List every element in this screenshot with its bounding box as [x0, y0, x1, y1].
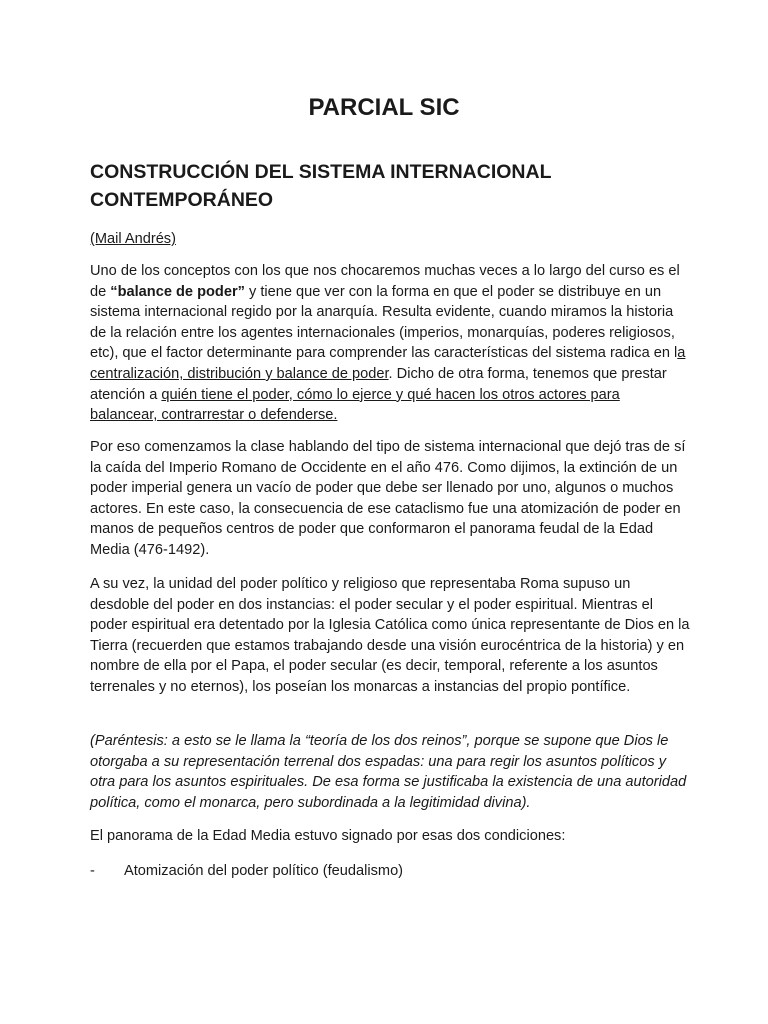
section-heading: CONSTRUCCIÓN DEL SISTEMA INTERNACIONAL CONTEMPORÁNEO	[90, 161, 552, 211]
bullet-dash: -	[90, 863, 95, 879]
paragraph1-text-c: . Dicho de otra forma, tenemos que prestar atención a	[90, 365, 667, 403]
paragraph1-text-b: y tiene que ver con la forma en que el poder se distribuye en un sistema internacional regido por la anarquía. Resulta evidente, cuando miramos la historia de la relación entre los agentes internacionales (imperios, monarquías, poderes religiosos, etc), que el factor determinante para comprender las características del sistema radica en l	[90, 283, 678, 362]
paragraph1-text-a: Uno de los conceptos con los que nos chocaremos muchas veces a lo largo del curso es el de	[90, 263, 680, 300]
paragraph-parentesis: (Paréntesis: a esto se le llama la “teoría de los dos reinos”, porque se supone que Dios le otorgaba a su representación terrenal dos espadas: una para regir los asuntos políticos y otra para los asuntos espirituales. De esa forma se justificaba la existencia de una autoridad política, como el monarca, pero subordinada a la legitimidad divina).	[90, 733, 687, 811]
bold-term: “balance de poder”	[110, 283, 245, 300]
paragraph-panorama-edad-media: El panorama de la Edad Media estuvo signado por esas dos condiciones:	[90, 828, 566, 844]
underlined-phrase-centralizacion: a centralización, distribución y balance de poder	[90, 345, 686, 382]
underlined-phrase-quien-tiene-el-poder: quién tiene el poder, cómo lo ejerce y qué hacen los otros actores para balancear, contrarrestar o defenderse.	[90, 386, 620, 424]
mail-note: (Mail Andrés)	[90, 231, 176, 247]
paragraph-balance-de-poder	[90, 261, 690, 426]
paragraph-imperio-romano: Por eso comenzamos la clase hablando del tipo de sistema internacional que dejó tras de sí la caída del Imperio Romano de Occidente en el año 476. Como dijimos, la extinción de un poder imperial genera un vacío de poder que debe ser llenado por uno, algunos o muchos actores. En este caso, la consecuencia de ese cataclismo fue una atomización de poder en manos de pequeños centros de poder que conformaron el panorama feudal de la Edad Media (476-1492).	[90, 439, 686, 558]
paragraph-poder-secular-espiritual: A su vez, la unidad del poder político y religioso que representaba Roma supuso un desdoble del poder en dos instancias: el poder secular y el poder espiritual. Mientras el poder espiritual era detentado por la Iglesia Católica como única representante de Dios en la Tierra (recuerden que estamos trabajando desde una visión eurocéntrica de la historia) y en nombre de ella por el Papa, el poder secular (es decir, temporal, referente a los asuntos terrenales y no eternos), los poseían los monarcas a instancias del propio pontífice.	[90, 576, 690, 695]
document-title: PARCIAL SIC	[308, 94, 460, 121]
bullet-text: Atomización del poder político (feudalismo)	[124, 863, 404, 879]
